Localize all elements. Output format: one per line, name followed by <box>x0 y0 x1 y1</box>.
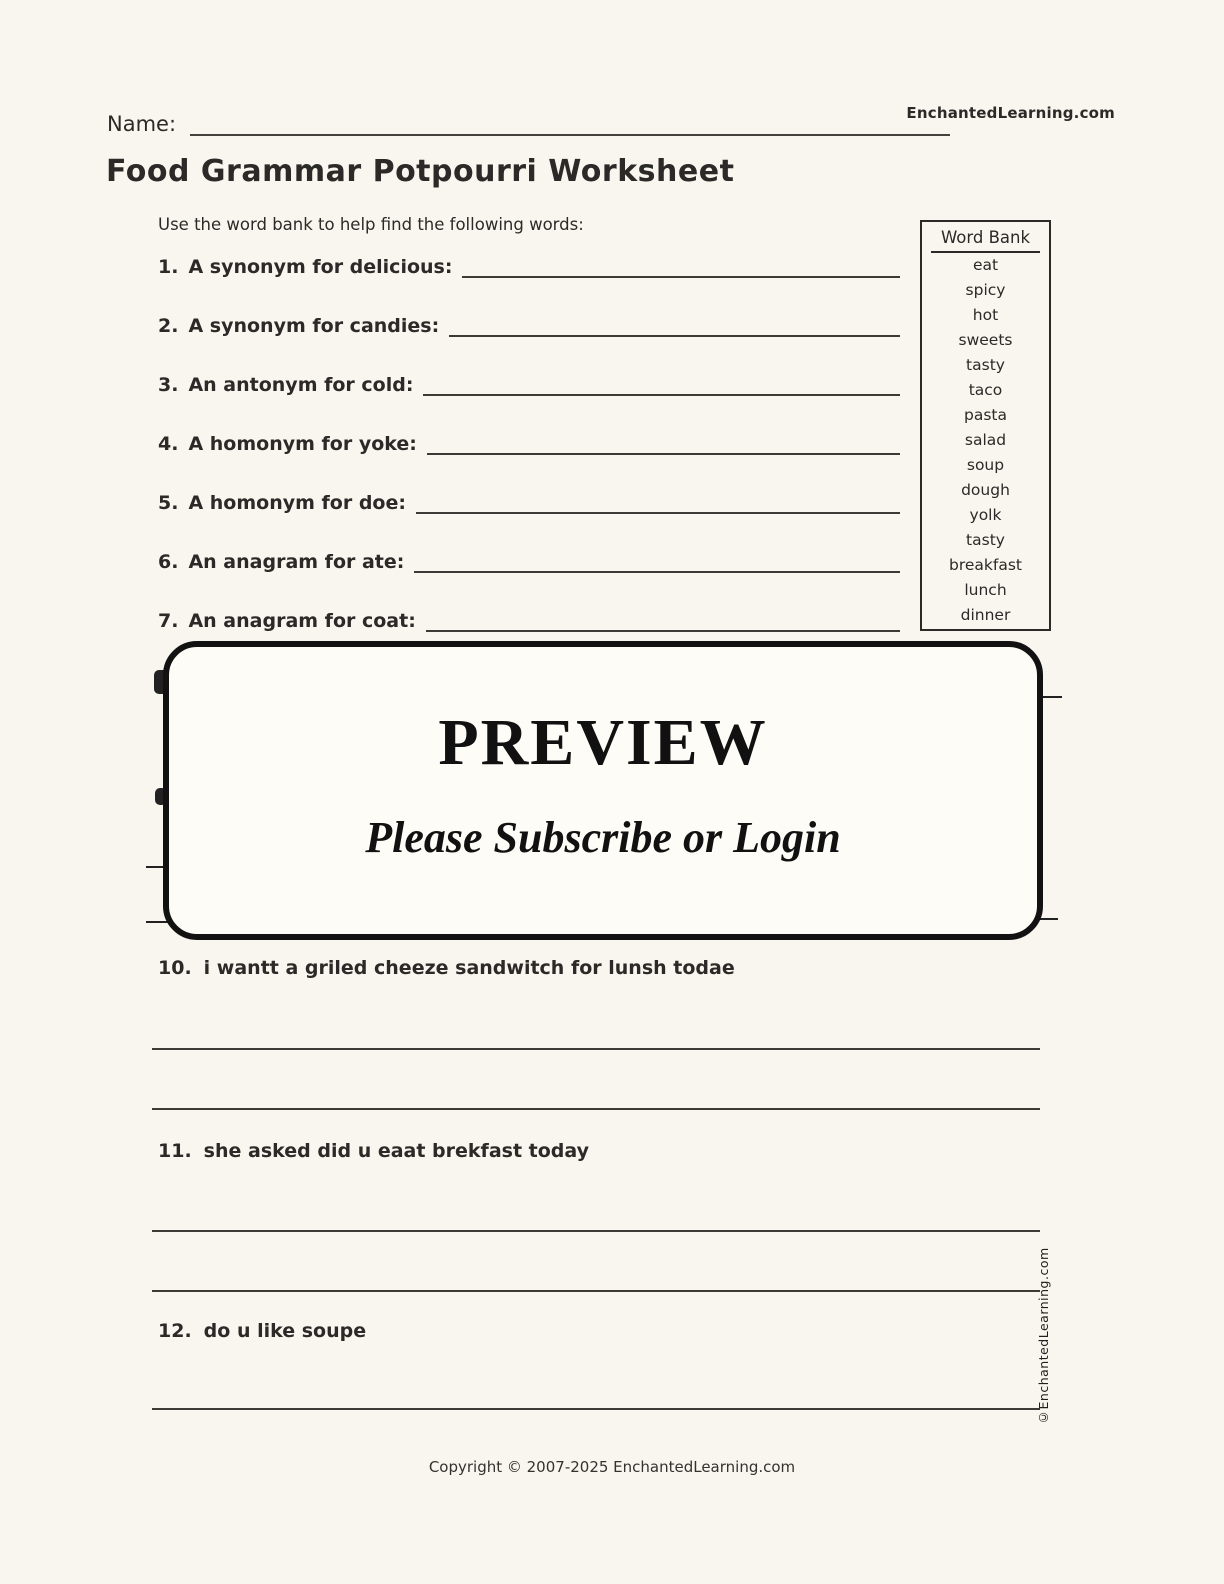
preview-overlay <box>163 641 1043 940</box>
question-text: she asked did u eaat brekfast today <box>203 1140 590 1162</box>
side-copyright: ©EnchantedLearning.com <box>1036 1247 1051 1425</box>
site-logo[interactable]: EnchantedLearning.com <box>906 104 1115 122</box>
answer-blank-5[interactable] <box>416 512 900 514</box>
question-text: A homonym for yoke: <box>188 433 417 455</box>
word-bank-word: dinner <box>960 606 1011 624</box>
question-1 <box>158 251 900 278</box>
word-bank-word: soup <box>966 456 1005 474</box>
question-11 <box>158 1140 589 1162</box>
word-bank-word: tasty <box>966 356 1005 374</box>
word-bank-word: eat <box>972 256 999 274</box>
word-bank-word: dough <box>961 481 1010 499</box>
question-5 <box>158 487 900 514</box>
question-text: A synonym for candies: <box>188 315 440 337</box>
word-bank-word: yolk <box>969 506 1002 524</box>
answer-blank-7[interactable] <box>426 630 900 632</box>
word-bank <box>920 220 1051 631</box>
answer-blank-3[interactable] <box>423 394 900 396</box>
question-number: 11. <box>158 1140 192 1162</box>
question-text: An antonym for cold: <box>188 374 414 396</box>
question-text: An anagram for coat: <box>188 610 416 632</box>
question-3 <box>158 369 900 396</box>
question-6 <box>158 546 900 573</box>
word-bank-word: tasty <box>966 531 1005 549</box>
instructions-text: Use the word bank to help find the following words: <box>158 215 584 234</box>
question-2 <box>158 310 900 337</box>
answer-line-12a[interactable] <box>152 1408 1040 1410</box>
preview-title: PREVIEW <box>438 706 768 779</box>
footer-copyright: Copyright © 2007-2025 EnchantedLearning.com <box>428 1458 796 1476</box>
word-bank-word: breakfast <box>949 556 1022 574</box>
question-text: do u like soupe <box>203 1320 367 1342</box>
question-number: 5. <box>158 492 179 514</box>
answer-line-10b[interactable] <box>152 1108 1040 1110</box>
question-12 <box>158 1320 366 1342</box>
page-title: Food Grammar Potpourri Worksheet <box>106 154 735 189</box>
question-text: A homonym for doe: <box>188 492 406 514</box>
question-number: 4. <box>158 433 179 455</box>
answer-line-11b[interactable] <box>152 1290 1040 1292</box>
question-number: 6. <box>158 551 179 573</box>
question-number: 3. <box>158 374 179 396</box>
question-10 <box>158 957 735 979</box>
answer-blank-6[interactable] <box>414 571 900 573</box>
word-bank-title: Word Bank <box>931 222 1040 253</box>
word-bank-word: hot <box>972 306 999 324</box>
word-bank-word: salad <box>964 431 1007 449</box>
word-bank-word: spicy <box>965 281 1006 299</box>
answer-line-11a[interactable] <box>152 1230 1040 1232</box>
answer-blank-1[interactable] <box>462 276 900 278</box>
answer-blank-2[interactable] <box>449 335 900 337</box>
question-number: 1. <box>158 256 179 278</box>
question-text: i wantt a griled cheeze sandwitch for lunsh todae <box>203 957 735 979</box>
word-bank-word: pasta <box>964 406 1007 424</box>
name-row <box>107 106 950 136</box>
question-number: 12. <box>158 1320 192 1342</box>
question-number: 7. <box>158 610 179 632</box>
question-4 <box>158 428 900 455</box>
answer-blank-4[interactable] <box>427 453 900 455</box>
name-label: Name: <box>107 112 177 136</box>
question-number: 10. <box>158 957 192 979</box>
question-text: A synonym for delicious: <box>188 256 453 278</box>
question-list <box>158 251 900 664</box>
word-bank-word: sweets <box>958 331 1013 349</box>
question-text: An anagram for ate: <box>188 551 405 573</box>
answer-line-10a[interactable] <box>152 1048 1040 1050</box>
word-bank-word: taco <box>968 381 1003 399</box>
question-7 <box>158 605 900 632</box>
question-number: 2. <box>158 315 179 337</box>
name-blank-line[interactable] <box>190 106 950 136</box>
preview-subscribe-login-text: Please Subscribe or Login <box>365 813 841 863</box>
word-bank-word: lunch <box>964 581 1007 599</box>
